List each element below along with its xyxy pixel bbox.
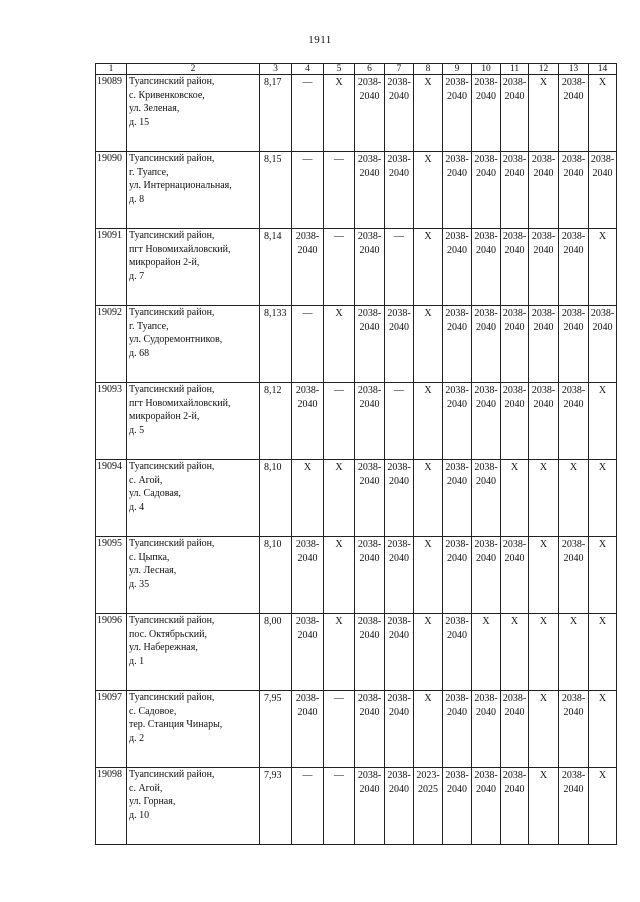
column-number-cell: 3	[260, 64, 292, 75]
period-cell: 2038- 2040	[385, 75, 414, 152]
period-cell: X	[501, 460, 529, 537]
period-cell: 2038- 2040	[501, 306, 529, 383]
period-cell: 2038- 2040	[529, 383, 559, 460]
value-cell: 8,10	[260, 537, 292, 614]
period-cell: 2038- 2040	[443, 306, 472, 383]
period-cell: 2038- 2040	[443, 152, 472, 229]
period-cell: 2038- 2040	[292, 614, 324, 691]
period-cell: —	[385, 229, 414, 306]
period-cell: 2038- 2040	[385, 768, 414, 845]
period-cell: 2038- 2040	[589, 152, 617, 229]
period-cell: 2038- 2040	[355, 614, 385, 691]
period-cell: X	[589, 614, 617, 691]
period-cell: —	[324, 383, 355, 460]
address-line: д. 8	[129, 193, 145, 205]
record-number-cell: 19093	[96, 383, 127, 460]
period-cell: 2023- 2025	[414, 768, 443, 845]
period-cell: 2038- 2040	[355, 768, 385, 845]
period-cell: X	[324, 537, 355, 614]
period-cell: X	[529, 537, 559, 614]
period-cell: X	[501, 614, 529, 691]
period-cell: 2038- 2040	[385, 691, 414, 768]
period-cell: 2038- 2040	[501, 537, 529, 614]
period-cell: 2038- 2040	[559, 537, 589, 614]
address-line: Туапсинский район,	[129, 153, 215, 164]
value-cell: 7,95	[260, 691, 292, 768]
period-cell: X	[529, 768, 559, 845]
column-number-cell: 6	[355, 64, 385, 75]
period-cell: X	[589, 75, 617, 152]
period-cell: 2038- 2040	[355, 537, 385, 614]
record-number-cell: 19089	[96, 75, 127, 152]
period-cell: 2038- 2040	[501, 691, 529, 768]
period-cell: X	[414, 229, 443, 306]
address-line: д. 1	[129, 655, 145, 667]
column-number-cell: 7	[385, 64, 414, 75]
period-cell: X	[529, 691, 559, 768]
period-cell: X	[324, 75, 355, 152]
period-cell: X	[414, 75, 443, 152]
table-row	[96, 768, 617, 845]
period-cell: X	[414, 460, 443, 537]
address-cell	[127, 383, 260, 460]
address-line: Туапсинский район,	[129, 76, 215, 87]
period-cell: X	[324, 614, 355, 691]
period-cell: X	[292, 460, 324, 537]
period-cell: —	[292, 306, 324, 383]
period-cell: 2038- 2040	[472, 306, 501, 383]
period-cell: X	[559, 460, 589, 537]
address-line: пгт Новомихайловский,	[129, 243, 231, 255]
column-number-row	[96, 64, 617, 75]
period-cell: 2038- 2040	[443, 537, 472, 614]
address-line: д. 4	[129, 501, 145, 513]
address-cell	[127, 306, 260, 383]
period-cell: X	[589, 537, 617, 614]
address-line: Туапсинский район,	[129, 307, 215, 318]
period-cell: —	[292, 152, 324, 229]
table-row	[96, 614, 617, 691]
period-cell: 2038- 2040	[385, 537, 414, 614]
table-body	[96, 64, 617, 845]
address-cell	[127, 768, 260, 845]
period-cell: —	[324, 691, 355, 768]
value-cell: 7,93	[260, 768, 292, 845]
period-cell: —	[324, 152, 355, 229]
address-line: Туапсинский район,	[129, 615, 215, 626]
period-cell: X	[589, 383, 617, 460]
record-number-cell: 19092	[96, 306, 127, 383]
table-row	[96, 229, 617, 306]
address-line: с. Цыпка,	[129, 551, 170, 563]
period-cell: 2038- 2040	[501, 768, 529, 845]
address-line: ул. Зеленая,	[129, 103, 180, 114]
address-cell	[127, 614, 260, 691]
address-line: пос. Октябрьский,	[129, 628, 207, 640]
address-line: ул. Садовая,	[129, 488, 181, 499]
period-cell: 2038- 2040	[355, 152, 385, 229]
address-cell	[127, 537, 260, 614]
address-line: Туапсинский район,	[129, 230, 215, 241]
period-cell: 2038- 2040	[355, 306, 385, 383]
value-cell: 8,10	[260, 460, 292, 537]
register-table	[95, 63, 617, 845]
address-line: д. 68	[129, 347, 150, 359]
record-number-cell: 19090	[96, 152, 127, 229]
column-number-cell: 1	[96, 64, 127, 75]
period-cell: 2038- 2040	[559, 768, 589, 845]
address-line: д. 15	[129, 116, 150, 128]
table-row	[96, 691, 617, 768]
period-cell: 2038- 2040	[292, 229, 324, 306]
record-number-cell: 19091	[96, 229, 127, 306]
period-cell: 2038- 2040	[443, 460, 472, 537]
address-cell	[127, 691, 260, 768]
period-cell: X	[589, 229, 617, 306]
period-cell: 2038- 2040	[292, 537, 324, 614]
period-cell: —	[292, 768, 324, 845]
period-cell: 2038- 2040	[529, 229, 559, 306]
period-cell: 2038- 2040	[501, 383, 529, 460]
address-line: с. Кривенковское,	[129, 89, 205, 101]
address-line: ул. Интернациональная,	[129, 180, 232, 191]
period-cell: 2038- 2040	[501, 152, 529, 229]
period-cell: 2038- 2040	[472, 460, 501, 537]
page-number: 1911	[308, 34, 332, 46]
period-cell: 2038- 2040	[559, 691, 589, 768]
address-line: Туапсинский район,	[129, 538, 215, 549]
period-cell: 2038- 2040	[472, 229, 501, 306]
period-cell: 2038- 2040	[385, 306, 414, 383]
period-cell: 2038- 2040	[443, 229, 472, 306]
value-cell: 8,00	[260, 614, 292, 691]
value-cell: 8,14	[260, 229, 292, 306]
period-cell: X	[472, 614, 501, 691]
value-cell: 8,17	[260, 75, 292, 152]
address-line: ул. Набережная,	[129, 642, 198, 653]
column-number-cell: 11	[501, 64, 529, 75]
table-row	[96, 383, 617, 460]
period-cell: X	[559, 614, 589, 691]
period-cell: 2038- 2040	[559, 75, 589, 152]
column-number-cell: 13	[559, 64, 589, 75]
address-line: д. 5	[129, 424, 145, 436]
address-line: тер. Станция Чинары,	[129, 719, 223, 730]
period-cell: X	[414, 537, 443, 614]
period-cell: X	[529, 614, 559, 691]
period-cell: 2038- 2040	[385, 614, 414, 691]
column-number-cell: 8	[414, 64, 443, 75]
period-cell: 2038- 2040	[292, 383, 324, 460]
column-number-cell: 4	[292, 64, 324, 75]
record-number-cell: 19094	[96, 460, 127, 537]
address-line: пгт Новомихайловский,	[129, 397, 231, 409]
value-cell: 8,12	[260, 383, 292, 460]
address-line: г. Туапсе,	[129, 166, 169, 178]
address-cell	[127, 460, 260, 537]
address-line: г. Туапсе,	[129, 320, 169, 332]
period-cell: 2038- 2040	[443, 614, 472, 691]
period-cell: X	[414, 306, 443, 383]
address-cell	[127, 229, 260, 306]
period-cell: 2038- 2040	[292, 691, 324, 768]
period-cell: 2038- 2040	[472, 152, 501, 229]
table-row	[96, 75, 617, 152]
column-number-cell: 12	[529, 64, 559, 75]
value-cell: 8,15	[260, 152, 292, 229]
period-cell: X	[414, 152, 443, 229]
address-line: Туапсинский район,	[129, 692, 215, 703]
address-line: микрорайон 2-й,	[129, 411, 200, 422]
period-cell: 2038- 2040	[501, 229, 529, 306]
address-line: д. 2	[129, 732, 145, 744]
value-cell: 8,133	[260, 306, 292, 383]
address-line: д. 10	[129, 809, 150, 821]
address-line: д. 7	[129, 270, 145, 282]
period-cell: X	[589, 691, 617, 768]
period-cell: 2038- 2040	[559, 152, 589, 229]
period-cell: 2038- 2040	[501, 75, 529, 152]
period-cell: 2038- 2040	[529, 306, 559, 383]
period-cell: X	[529, 75, 559, 152]
period-cell: —	[292, 75, 324, 152]
period-cell: 2038- 2040	[559, 306, 589, 383]
period-cell: X	[414, 691, 443, 768]
address-line: микрорайон 2-й,	[129, 257, 200, 268]
address-line: Туапсинский район,	[129, 461, 215, 472]
period-cell: 2038- 2040	[589, 306, 617, 383]
period-cell: X	[324, 306, 355, 383]
period-cell: X	[589, 460, 617, 537]
period-cell: 2038- 2040	[559, 229, 589, 306]
column-number-cell: 2	[127, 64, 260, 75]
table-row	[96, 152, 617, 229]
period-cell: X	[324, 460, 355, 537]
period-cell: 2038- 2040	[385, 460, 414, 537]
period-cell: 2038- 2040	[355, 75, 385, 152]
period-cell: —	[324, 229, 355, 306]
address-line: ул. Лесная,	[129, 565, 177, 576]
record-number-cell: 19096	[96, 614, 127, 691]
address-line: с. Садовое,	[129, 705, 177, 717]
period-cell: 2038- 2040	[443, 383, 472, 460]
record-number-cell: 19095	[96, 537, 127, 614]
column-number-cell: 5	[324, 64, 355, 75]
period-cell: 2038- 2040	[355, 460, 385, 537]
address-line: ул. Судоремонтников,	[129, 334, 223, 345]
address-line: Туапсинский район,	[129, 769, 215, 780]
address-line: с. Агой,	[129, 782, 163, 794]
period-cell: X	[414, 383, 443, 460]
address-cell	[127, 75, 260, 152]
address-line: Туапсинский район,	[129, 384, 215, 395]
period-cell: 2038- 2040	[472, 383, 501, 460]
period-cell: 2038- 2040	[443, 768, 472, 845]
column-number-cell: 10	[472, 64, 501, 75]
column-number-cell: 9	[443, 64, 472, 75]
period-cell: 2038- 2040	[472, 75, 501, 152]
table-row	[96, 460, 617, 537]
address-line: ул. Горная,	[129, 796, 176, 807]
address-cell	[127, 152, 260, 229]
period-cell: 2038- 2040	[355, 691, 385, 768]
period-cell: —	[385, 383, 414, 460]
column-number-cell: 14	[589, 64, 617, 75]
period-cell: —	[324, 768, 355, 845]
period-cell: 2038- 2040	[443, 691, 472, 768]
table-row	[96, 537, 617, 614]
record-number-cell: 19098	[96, 768, 127, 845]
period-cell: 2038- 2040	[472, 537, 501, 614]
period-cell: 2038- 2040	[472, 691, 501, 768]
address-line: с. Агой,	[129, 474, 163, 486]
period-cell: 2038- 2040	[355, 229, 385, 306]
period-cell: 2038- 2040	[385, 152, 414, 229]
period-cell: 2038- 2040	[472, 768, 501, 845]
period-cell: 2038- 2040	[559, 383, 589, 460]
period-cell: 2038- 2040	[355, 383, 385, 460]
period-cell: 2038- 2040	[443, 75, 472, 152]
period-cell: 2038- 2040	[529, 152, 559, 229]
period-cell: X	[589, 768, 617, 845]
period-cell: X	[414, 614, 443, 691]
address-line: д. 35	[129, 578, 150, 590]
period-cell: X	[529, 460, 559, 537]
table-row	[96, 306, 617, 383]
record-number-cell: 19097	[96, 691, 127, 768]
